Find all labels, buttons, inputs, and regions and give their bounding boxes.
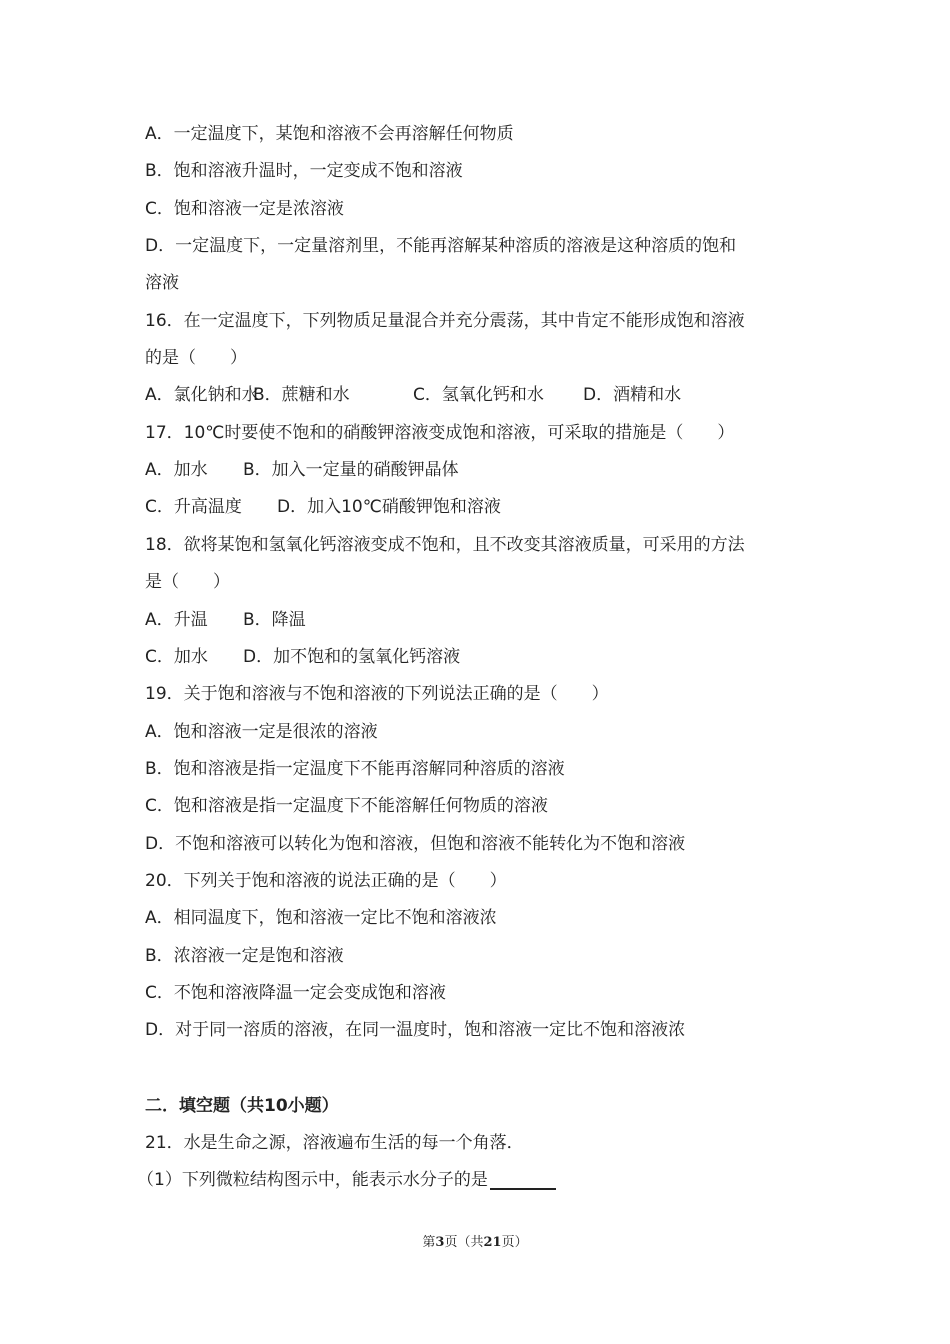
q19-stem: 19．关于饱和溶液与不饱和溶液的下列说法正确的是（ ） (145, 684, 609, 704)
footer-suffix: 页） (501, 1235, 528, 1250)
q20-option-c: C．不饱和溶液降温一定会变成饱和溶液 (145, 983, 446, 1003)
q18-option-a: A．升温 (145, 610, 208, 630)
q17-stem: 17．10℃时要使不饱和的硝酸钾溶液变成饱和溶液，可采取的措施是（ ） (145, 423, 735, 443)
q20-option-b: B．浓溶液一定是饱和溶液 (145, 946, 344, 966)
q19-option-c: C．饱和溶液是指一定温度下不能溶解任何物质的溶液 (145, 796, 548, 816)
q17-option-a: A．加水 (145, 460, 208, 480)
q18-option-b: B．降温 (243, 610, 306, 630)
q16-option-c: C．氢氧化钙和水 (413, 385, 544, 405)
q16-option-b: B．蔗糖和水 (253, 385, 350, 405)
q21-part1 (137, 1170, 556, 1190)
q15-option-b: B．饱和溶液升温时，一定变成不饱和溶液 (145, 161, 463, 181)
q18-stem: 18．欲将某饱和氢氧化钙溶液变成不饱和，且不改变其溶液质量，可采用的方法 (145, 535, 745, 555)
q21-stem: 21．水是生命之源，溶液遍布生活的每一个角落． (145, 1133, 524, 1153)
q18-option-c: C．加水 (145, 647, 208, 667)
q16-stem-cont: 的是（ ） (145, 348, 247, 368)
answer-blank (490, 1170, 556, 1190)
footer-total-pages: 21 (483, 1235, 502, 1250)
q19-option-b: B．饱和溶液是指一定温度下不能再溶解同种溶质的溶液 (145, 759, 565, 779)
q16-option-a: A．氯化钠和水 (145, 385, 259, 405)
page-footer (0, 1231, 950, 1250)
q21-part1-text: （1）下列微粒结构图示中，能表示水分子的是 (137, 1170, 488, 1190)
q15-option-d-cont: 溶液 (145, 273, 179, 293)
q18-options-row1 (145, 610, 306, 630)
q19-option-a: A．饱和溶液一定是很浓的溶液 (145, 722, 378, 742)
q16-options (145, 385, 681, 405)
q17-option-d: D．加入10℃硝酸钾饱和溶液 (277, 497, 501, 517)
q20-option-a: A．相同温度下，饱和溶液一定比不饱和溶液浓 (145, 908, 497, 928)
footer-mid: 页（共 (444, 1235, 484, 1250)
q18-option-d: D．加不饱和的氢氧化钙溶液 (243, 647, 461, 667)
q17-options-row2 (145, 497, 501, 517)
q16-stem: 16．在一定温度下，下列物质足量混合并充分震荡，其中肯定不能形成饱和溶液 (145, 311, 745, 331)
q15-option-a: A．一定温度下，某饱和溶液不会再溶解任何物质 (145, 124, 514, 144)
q18-options-row2 (145, 647, 460, 667)
q18-stem-cont: 是（ ） (145, 572, 230, 592)
q20-option-d: D．对于同一溶质的溶液，在同一温度时，饱和溶液一定比不饱和溶液浓 (145, 1020, 686, 1040)
q15-option-d: D．一定温度下，一定量溶剂里，不能再溶解某种溶质的溶液是这种溶质的饱和 (145, 236, 737, 256)
q17-option-c: C．升高温度 (145, 497, 242, 517)
q19-option-d: D．不饱和溶液可以转化为饱和溶液，但饱和溶液不能转化为不饱和溶液 (145, 834, 686, 854)
section-heading: 二．填空题（共10小题） (145, 1096, 339, 1116)
q20-stem: 20．下列关于饱和溶液的说法正确的是（ ） (145, 871, 507, 891)
q16-option-d: D．酒精和水 (583, 385, 682, 405)
footer-prefix: 第 (422, 1235, 436, 1250)
q17-option-b: B．加入一定量的硝酸钾晶体 (243, 460, 459, 480)
q17-options-row1 (145, 460, 459, 480)
q15-option-c: C．饱和溶液一定是浓溶液 (145, 199, 344, 219)
footer-page-number: 3 (435, 1235, 445, 1250)
